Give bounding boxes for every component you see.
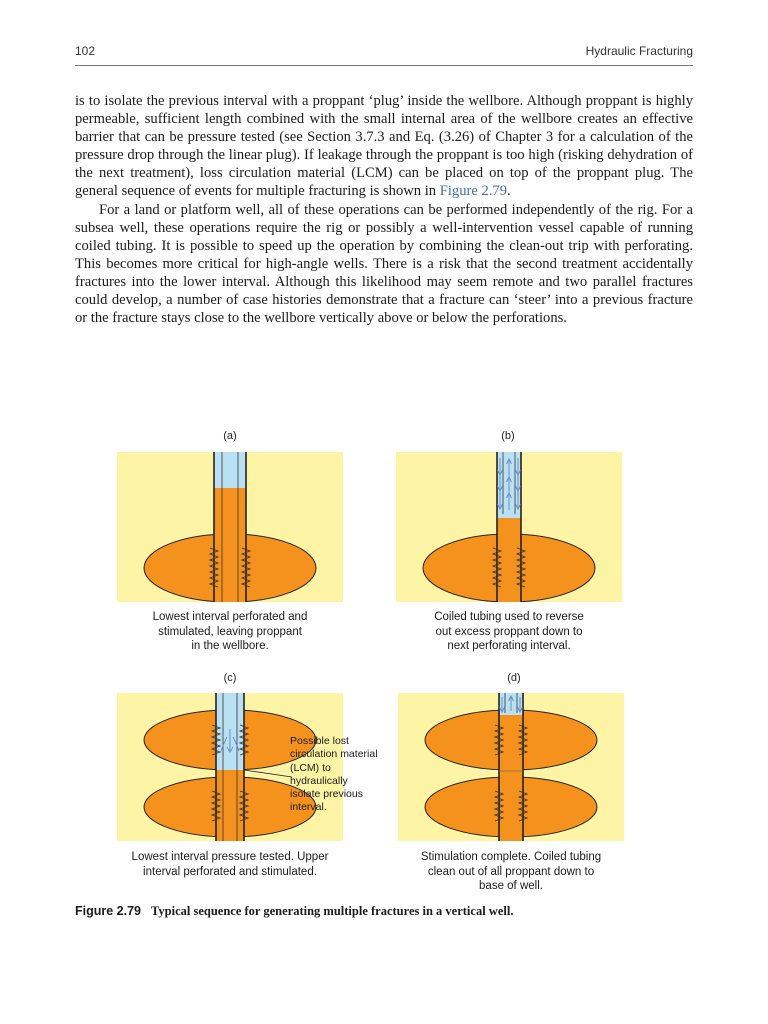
- proppant-in-wellbore: [214, 488, 246, 602]
- panel-c-label: (c): [223, 672, 237, 684]
- caption-line: base of well.: [479, 880, 543, 892]
- caption-line: stimulated, leaving proppant: [158, 625, 302, 638]
- panel-a-diagram: [117, 452, 343, 602]
- lcm-annotation-line: isolate previous: [290, 788, 363, 801]
- figure-caption-text: Typical sequence for generating multiple fractures in a vertical well.: [151, 904, 514, 918]
- panel-d-label: (d): [507, 672, 521, 684]
- lcm-annotation: [290, 735, 390, 815]
- lcm-annotation-line: circulation material: [290, 748, 378, 761]
- paragraph-1-end: .: [507, 183, 511, 200]
- lcm-annotation-line: Possible lost: [290, 735, 349, 747]
- paragraph-1: [75, 92, 693, 201]
- caption-line: Stimulation complete. Coiled tubing: [420, 851, 602, 863]
- panel-b-diagram: [396, 452, 622, 602]
- caption-line: interval perforated and stimulated.: [143, 865, 317, 878]
- panel-a-label: (a): [223, 430, 237, 442]
- panel-b-label: (b): [501, 430, 515, 442]
- panel-a-caption: [117, 610, 343, 654]
- caption-line: Lowest interval pressure tested. Upper: [131, 851, 329, 863]
- caption-line: out excess proppant down to: [435, 625, 583, 638]
- running-title: Hydraulic Fracturing: [585, 44, 693, 58]
- wellbore-fluid: [214, 452, 246, 488]
- figure-label: Figure 2.79: [75, 904, 141, 918]
- lcm-annotation-line: interval.: [290, 801, 327, 814]
- body-text: [75, 92, 693, 327]
- lcm-annotation-line: hydraulically: [290, 774, 348, 787]
- panel-c-caption: [100, 850, 360, 879]
- caption-line: next perforating interval.: [447, 640, 571, 652]
- page-number: 102: [75, 44, 96, 58]
- caption-line: Lowest interval perforated and: [152, 611, 308, 623]
- figure-caption: [75, 904, 693, 919]
- caption-line: Coiled tubing used to reverse: [434, 611, 584, 623]
- panel-d-caption: [388, 850, 634, 894]
- panel-d-diagram: [398, 693, 624, 841]
- caption-line: clean out of all proppant down to: [427, 865, 595, 878]
- caption-line: in the wellbore.: [191, 640, 269, 652]
- lcm-annotation-line: (LCM) to: [290, 761, 331, 774]
- paragraph-1-text: is to isolate the previous interval with a proppant ‘plug’ inside the wellbore. Although proppant is highly permeable, sufficient length combined with the small internal area of the wellbore creates an effective barrier that can be pressure tested (see Section 3.7.3 and Eq. (3.26) of Chapter 3 for a calculation of the pressure drop through the linear plug). If leakage through the proppant is too high (risking dehydration of the next treatment), loss circulation material (LCM) can be placed on top of the proppant plug. The general sequence of events for multiple fracturing is shown in: [75, 93, 693, 200]
- figure-reference-link[interactable]: Figure 2.79: [439, 183, 508, 200]
- panel-b-caption: [396, 610, 622, 654]
- proppant-plug: [216, 770, 244, 841]
- paragraph-2: For a land or platform well, all of these operations can be performed independently of the rig. For a subsea well, these operations require the rig or possibly a well-intervention vessel capable of running coiled tubing. It is possible to speed up the operation by combining the clean-out trip with perforating. This becomes more critical for high-angle wells. There is a risk that the second treatment accidentally fractures into the lower interval. Although this likelihood may seem remote and two parallel fractures could develop, a number of case histories demonstrate that a fracture can ‘steer’ into a previous fracture or the fracture stays close to the wellbore vertically above or below the perforations.: [75, 201, 693, 327]
- header-rule: [75, 65, 693, 66]
